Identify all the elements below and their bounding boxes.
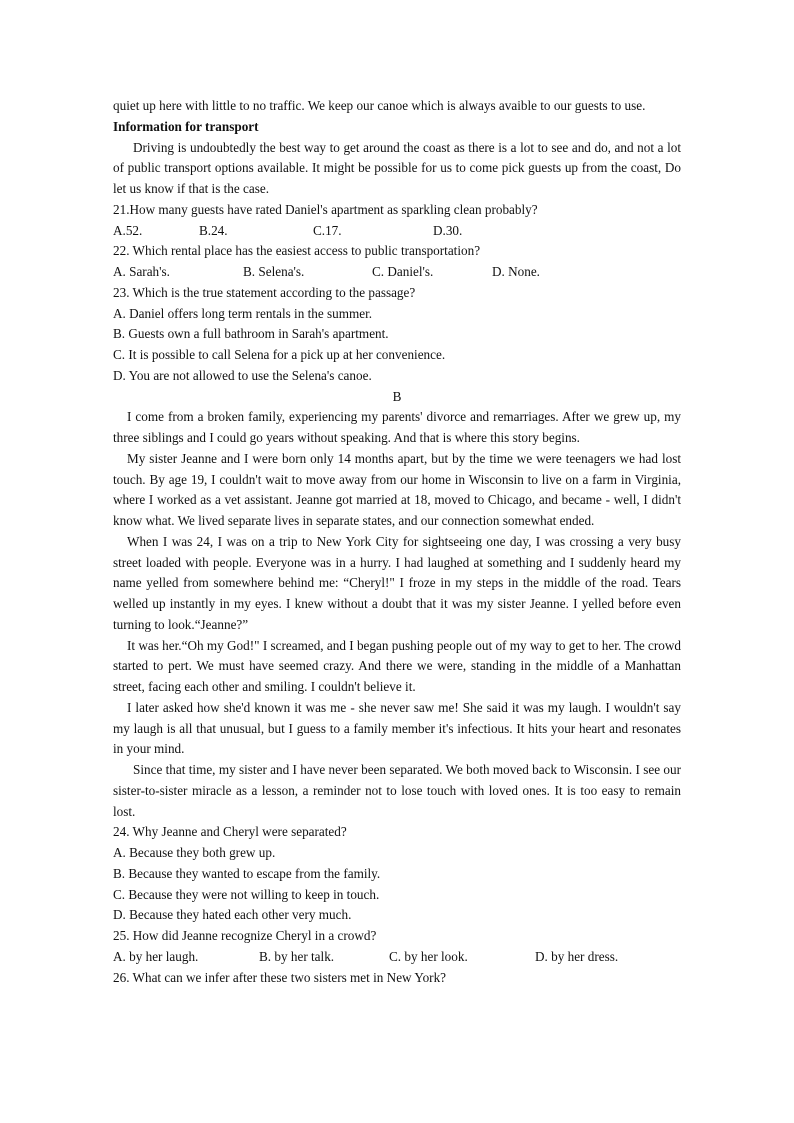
question-stem: 26. What can we infer after these two sisters met in New York?	[113, 969, 447, 985]
question-stem: 21.How many guests have rated Daniel's apartment as sparkling clean probably?	[113, 201, 538, 217]
question-stem: 25. How did Jeanne recognize Cheryl in a crowd?	[113, 928, 377, 943]
section-b-label: B	[392, 388, 402, 404]
option-c: C. Daniel's.	[372, 264, 434, 279]
option-a: A.52.	[113, 222, 143, 238]
passage-paragraph: It was her.“Oh my God!" I screamed, and I began pushing people out of my way to get to her. The crowd started to pert. We must have seemed crazy. And there we were, standing in the middle of a Manhattan street, facing each other and smiling. I couldn't believe it.	[113, 637, 681, 694]
question-stem: 24. Why Jeanne and Cheryl were separated?	[113, 824, 347, 840]
option-c: C. Because they were not willing to keep in touch.	[113, 886, 380, 902]
transport-heading: Information for transport	[113, 118, 259, 134]
passage-paragraph: I later asked how she'd known it was me - she never saw me! She said it was my laugh. I wouldn't say my laugh is all that unusual, but I guess to a family member it's infectious. It hits your heart and resonates in your mind.	[113, 699, 681, 757]
question-23	[113, 283, 681, 387]
passage-paragraph: When I was 24, I was on a trip to New York City for sightseeing one day, I was crossing a very busy street loaded with people. Everyone was in a hurry. I had laughed at something and I suddenly heard my name yelled from somewhere behind me: “Cheryl!" I froze in my steps in the middle of the road. Tears welled up instantly in my eyes. I knew without a doubt that it was my sister Jeanne. I yelled before even turning to look.“Jeanne?”	[113, 533, 681, 632]
question-26	[113, 968, 681, 989]
option-a: A. Because they both grew up.	[113, 845, 276, 860]
option-b: B. Because they wanted to escape from the family.	[113, 865, 381, 881]
option-d: D. None.	[492, 264, 540, 279]
passage-paragraph: I come from a broken family, experiencing my parents' divorce and remarriages. After we grew up, my three siblings and I could go years without speaking. And that is where this story begins.	[113, 409, 681, 445]
question-21	[113, 200, 681, 242]
options-row	[113, 221, 681, 242]
option-b: B. by her talk.	[259, 948, 335, 964]
option-b: B. Guests own a full bathroom in Sarah's apartment.	[113, 326, 389, 342]
options-row	[113, 262, 681, 283]
question-stem: 22. Which rental place has the easiest access to public transportation?	[113, 243, 481, 259]
question-24	[113, 822, 681, 926]
option-c: C. It is possible to call Selena for a pick up at her convenience.	[113, 347, 446, 362]
option-a: A. Sarah's.	[113, 264, 170, 279]
question-stem: 23. Which is the true statement according to the passage?	[113, 284, 416, 300]
question-25	[113, 926, 681, 968]
transport-paragraph: Driving is undoubtedly the best way to get around the coast as there is a lot to see and do, and not a lot of public transport options available. It might be possible for us to come pick guests up from the coast, Do let us know if that is the case.	[113, 139, 681, 196]
options-row	[113, 947, 681, 968]
option-d: D. by her dress.	[535, 948, 619, 964]
option-d: D. Because they hated each other very much.	[113, 907, 352, 923]
option-b: B. Selena's.	[243, 264, 305, 279]
section-b-passage	[113, 407, 681, 822]
option-b: B.24.	[199, 222, 228, 238]
option-d: D.30.	[433, 222, 463, 238]
canoe-paragraph-end: quiet up here with little to no traffic. We keep our canoe which is always avaible to our guests to use.	[113, 98, 646, 113]
option-c: C. by her look.	[389, 948, 468, 964]
passage-paragraph: Since that time, my sister and I have never been separated. We both moved back to Wisconsin. I see our sister-to-sister miracle as a lesson, a reminder not to lose touch with loved ones. It is too easy to remain lost.	[113, 762, 681, 819]
passage-paragraph: My sister Jeanne and I were born only 14 months apart, but by the time we were teenagers we had lost touch. By age 19, I couldn't wait to move away from our home in Wisconsin to live on a farm in Virginia, where I worked as a vet assistant. Jeanne got married at 18, moved to Chicago, and became - well, I didn't know what. We lived separate lives in separate states, and our connection somewhat ended.	[113, 450, 681, 528]
question-22	[113, 241, 681, 283]
option-a: A. Daniel offers long term rentals in the summer.	[113, 305, 373, 321]
option-d: D. You are not allowed to use the Selena's canoe.	[113, 367, 372, 383]
document-page	[113, 96, 681, 988]
option-c: C.17.	[313, 222, 342, 238]
option-a: A. by her laugh.	[113, 948, 199, 964]
